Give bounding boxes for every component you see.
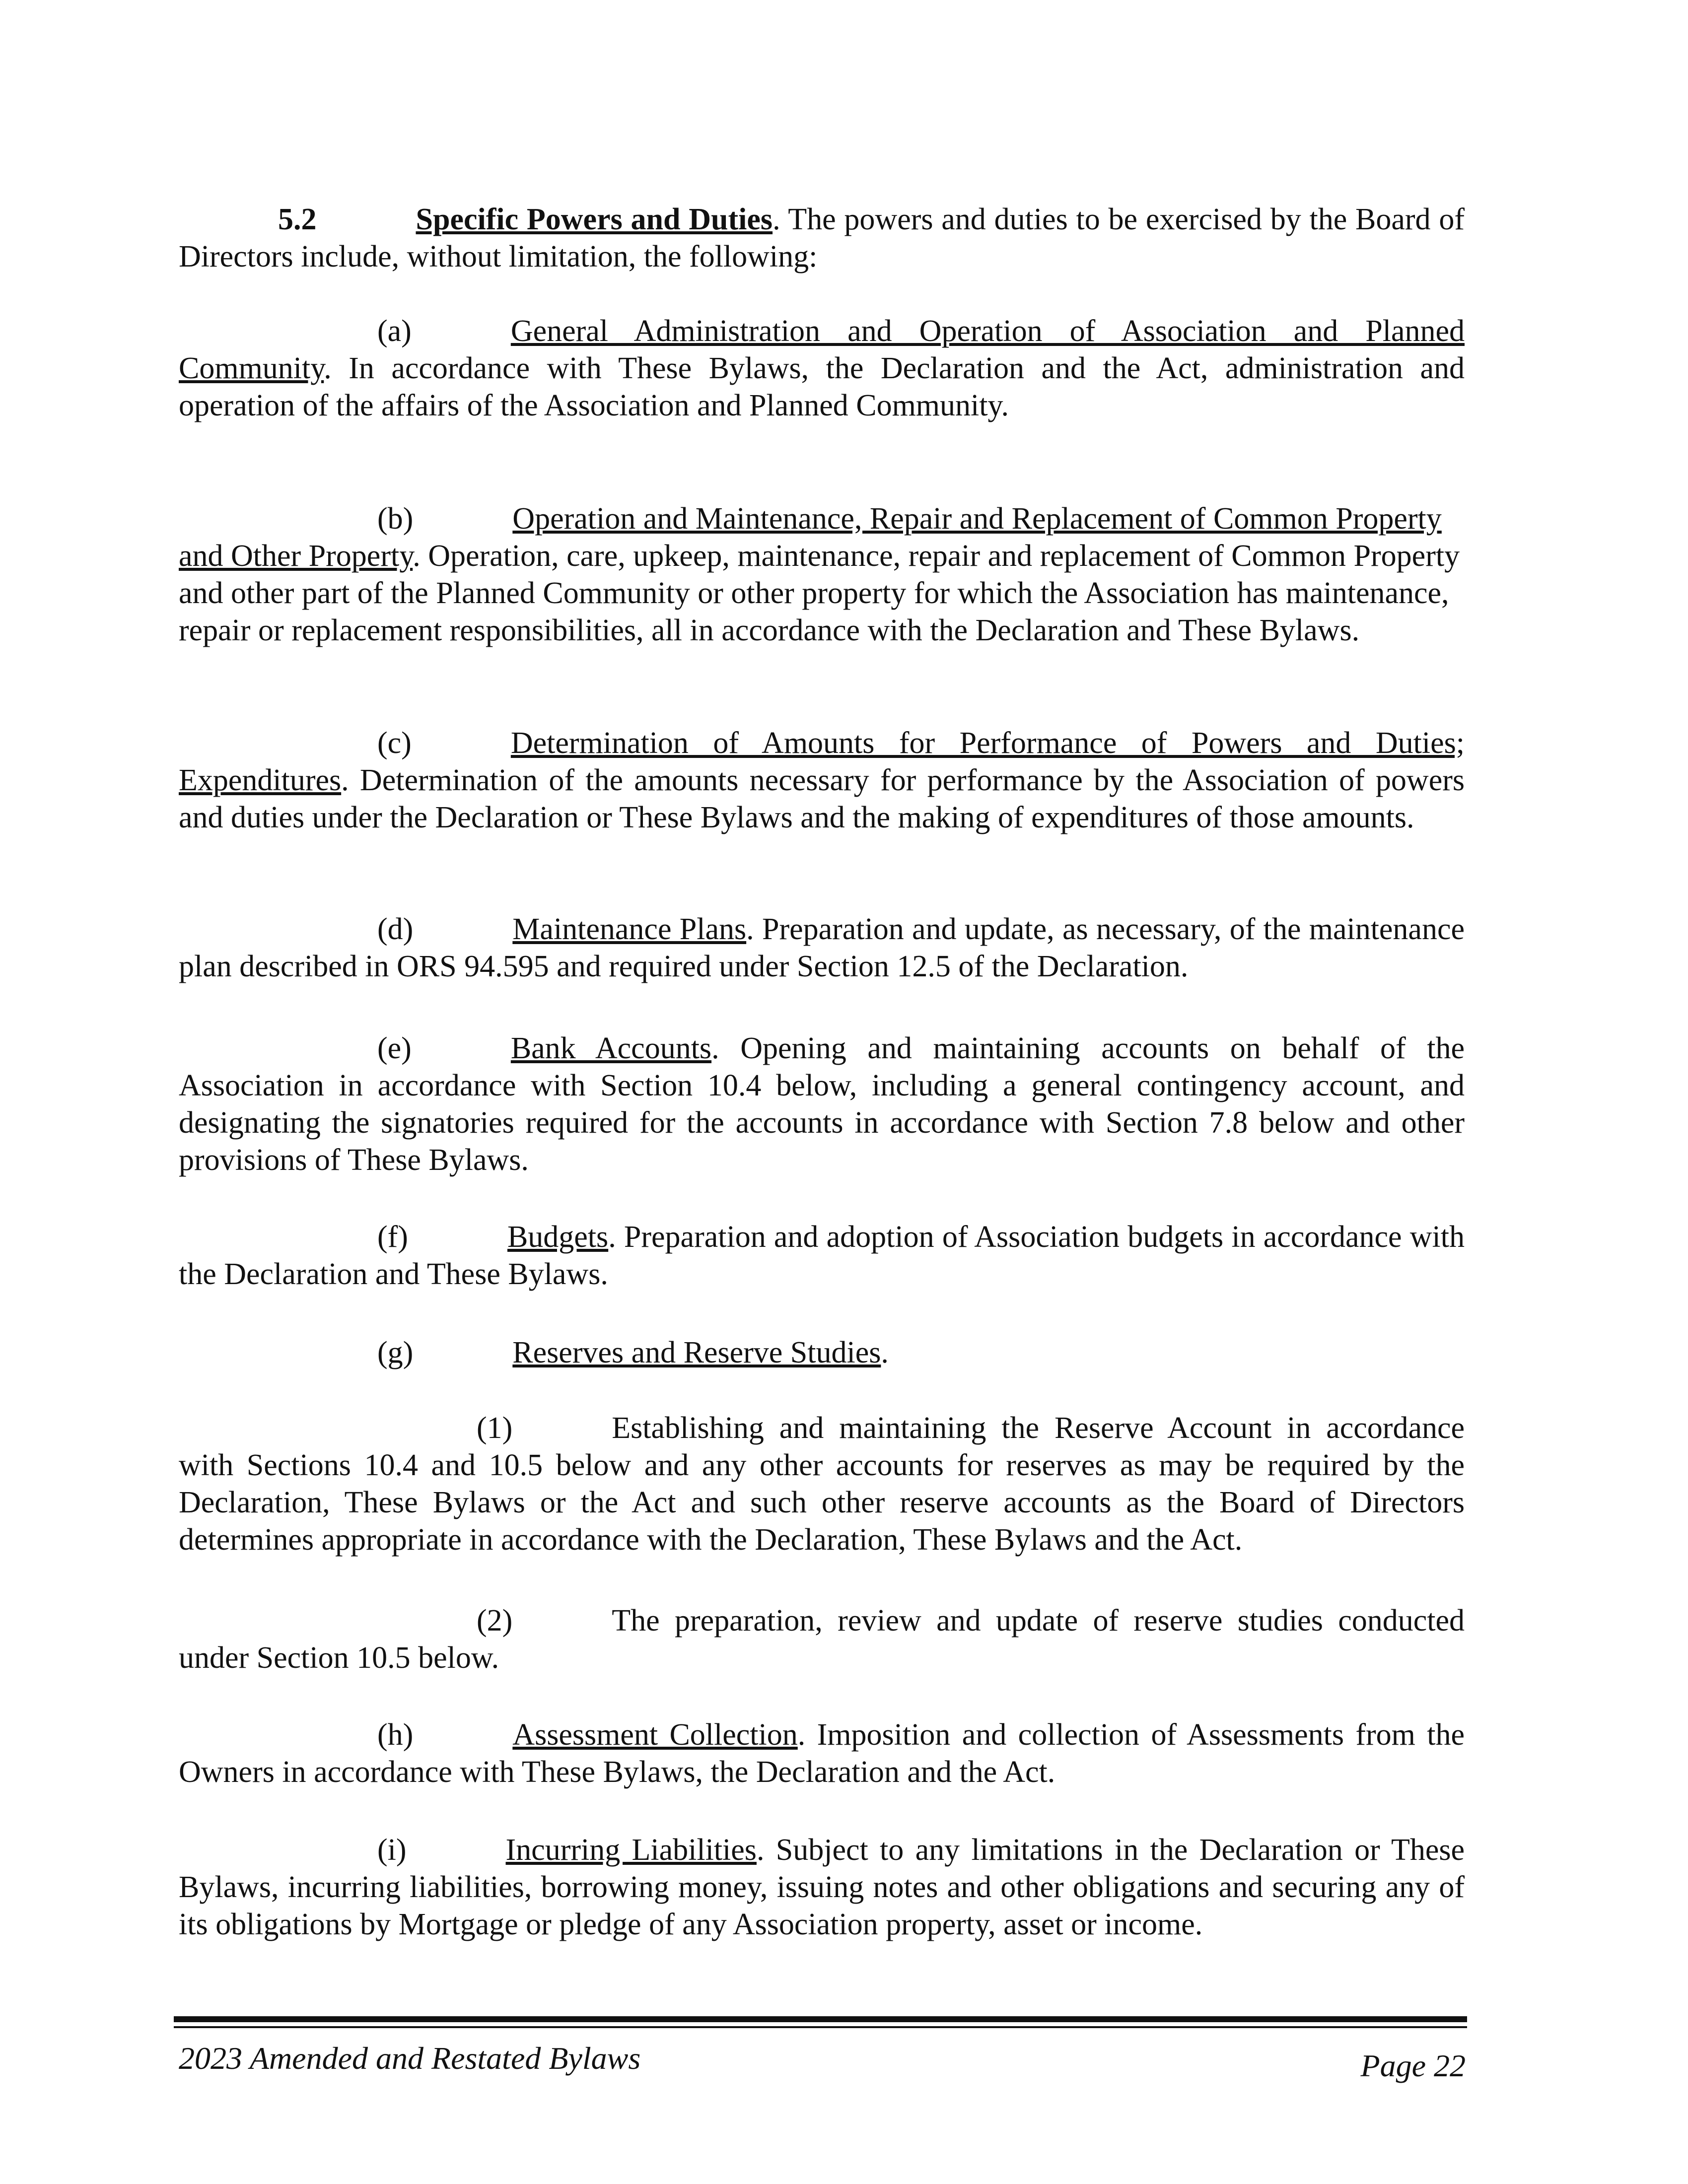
footer-page-number: Page 22 <box>1360 2048 1466 2083</box>
item-e-title: Bank Accounts <box>510 1031 712 1065</box>
item-i-title: Incurring Liabilities <box>505 1833 757 1867</box>
item-b-title: Operation and Maintenance, Repair and Replacement of Common Property and Other Property <box>179 502 1442 573</box>
item-i-label: (i) <box>377 1833 407 1867</box>
item-g-title: Reserves and Reserve Studies <box>512 1336 881 1369</box>
item-b-text: . Operation, care, upkeep, maintenance, repair and replacement of Common Property and other part of the Planned Community or other property for which the Association has maintenance, repair or replacement responsibilities, all in accordance with the Declaration and These Bylaws. <box>179 539 1460 647</box>
item-d-title: Maintenance Plans <box>512 912 747 946</box>
item-d <box>179 911 1465 985</box>
section-intro: . The powers and duties to be exercised by the Board of Directors include, without limitation, the following: <box>179 203 1465 273</box>
item-c-text: . Determination of the amounts necessary for performance by the Association of powers and duties under the Declaration or These Bylaws and the making of expenditures of those amounts. <box>179 763 1465 834</box>
item-a-title: General Administration and Operation of Association and Planned Community <box>179 314 1465 385</box>
item-h-text: . Imposition and collection of Assessments from the Owners in accordance with These Bylaws, the Declaration and the Act. <box>179 1718 1465 1789</box>
item-g1 <box>179 1410 1465 1559</box>
item-f-title: Budgets <box>507 1220 609 1254</box>
item-a-text: . In accordance with These Bylaws, the Declaration and the Act, administration and operation of the affairs of the Association and Planned Community. <box>179 351 1465 422</box>
footer-document-title: 2023 Amended and Restated Bylaws <box>179 2041 641 2076</box>
item-c <box>179 725 1465 836</box>
item-a <box>179 313 1465 424</box>
item-g2 <box>179 1602 1465 1677</box>
footer-rule-thin <box>174 2026 1467 2028</box>
item-a-label: (a) <box>377 314 412 348</box>
item-i-text: . Subject to any limitations in the Declaration or These Bylaws, incurring liabilities, borrowing money, issuing notes and other obligations and securing any of its obligations by Mortgage or pledge of any Association property, asset or income. <box>179 1833 1465 1941</box>
item-e <box>179 1030 1465 1179</box>
item-g2-label: (2) <box>477 1604 513 1638</box>
item-e-label: (e) <box>377 1031 412 1065</box>
item-c-title: Determination of Amounts for Performance of Powers and Duties; Expenditures <box>179 726 1465 797</box>
item-c-label: (c) <box>377 726 412 760</box>
item-d-text: . Preparation and update, as necessary, of the maintenance plan described in ORS 94.595 and required under Section 12.5 of the Declaration. <box>179 912 1465 983</box>
item-g-text: . <box>881 1336 889 1369</box>
item-f <box>179 1219 1465 1293</box>
item-g1-label: (1) <box>477 1411 513 1445</box>
item-b <box>179 500 1465 649</box>
item-g1-text: Establishing and maintaining the Reserve Account in accordance with Sections 10.4 and 10.5 below and any other accounts for reserves as may be required by the Declaration, These Bylaws or the Act and such other reserve accounts as the Board of Directors determines appropriate in accordance with the Declaration, These Bylaws and the Act. <box>179 1411 1465 1557</box>
section-number: 5.2 <box>278 203 317 236</box>
item-f-text: . Preparation and adoption of Association budgets in accordance with the Declaration and These Bylaws. <box>179 1220 1465 1291</box>
section-5-2 <box>179 201 1465 275</box>
footer-rule-thick <box>174 2016 1467 2022</box>
item-f-label: (f) <box>377 1220 408 1254</box>
item-g2-text: The preparation, review and update of reserve studies conducted under Section 10.5 below. <box>179 1604 1465 1675</box>
item-g-label: (g) <box>377 1336 414 1369</box>
item-h <box>179 1716 1465 1791</box>
item-d-label: (d) <box>377 912 414 946</box>
item-g <box>179 1334 1465 1371</box>
item-h-title: Assessment Collection <box>512 1718 798 1752</box>
section-title: Specific Powers and Duties <box>416 203 773 236</box>
item-i <box>179 1832 1465 1943</box>
item-e-text: . Opening and maintaining accounts on behalf of the Association in accordance with Section 10.4 below, including a general contingency account, and designating the signatories required for the accounts in accordance with Section 7.8 below and other provisions of These Bylaws. <box>179 1031 1465 1177</box>
item-b-label: (b) <box>377 502 414 536</box>
item-h-label: (h) <box>377 1718 414 1752</box>
